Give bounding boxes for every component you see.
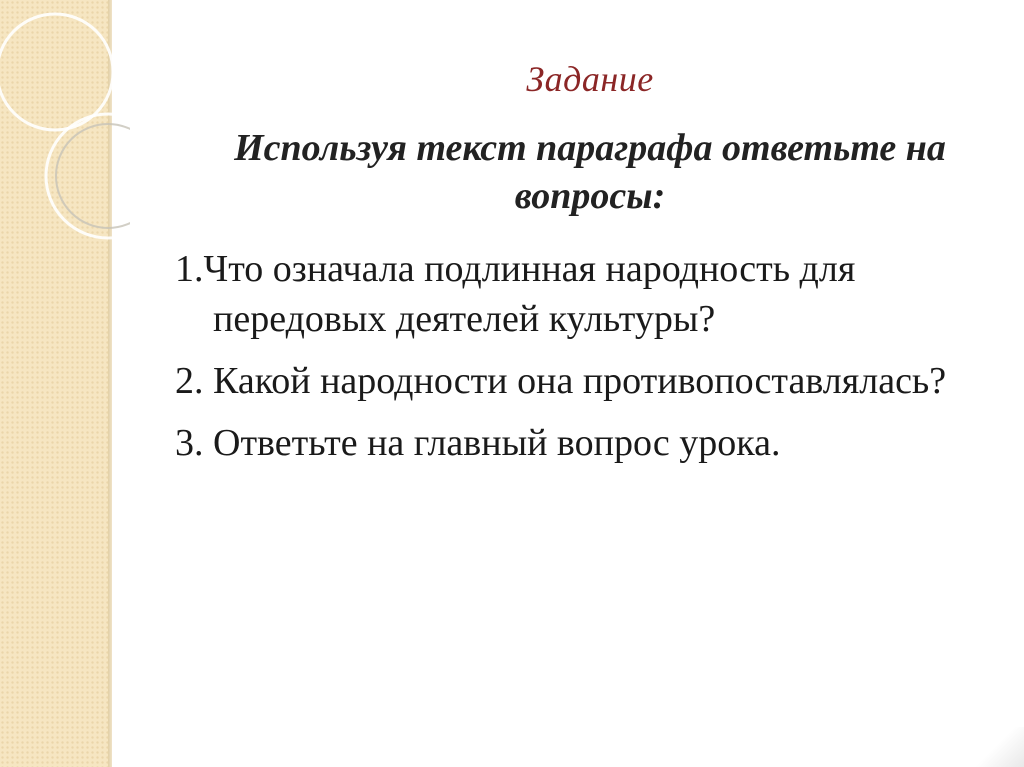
- question-1: 1.Что означала подлинная народность для передовых деятелей культуры?: [175, 248, 856, 340]
- task-title: Задание: [526, 59, 654, 99]
- question-list: [175, 244, 1005, 480]
- page-curl-shadow: [954, 727, 1024, 767]
- question-2: 2. Какой народности она противопоставлялась?: [175, 360, 947, 402]
- task-instruction: Используя текст параграфа ответьте на вопросы:: [234, 127, 946, 217]
- decorative-rings: [0, 0, 130, 260]
- question-3: 3. Ответьте на главный вопрос урока.: [175, 422, 781, 464]
